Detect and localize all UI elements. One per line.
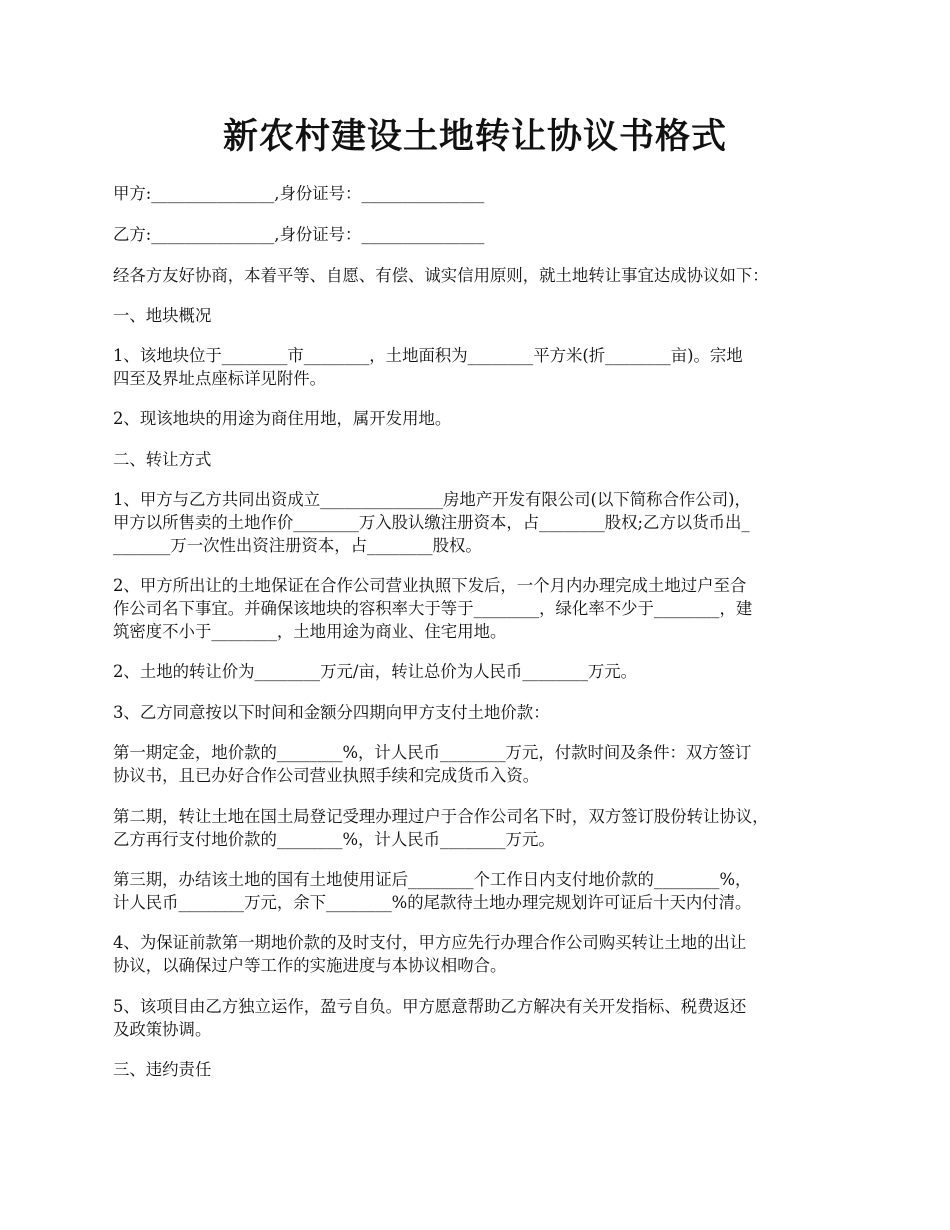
- text-line: 经各方友好协商，本着平等、自愿、有偿、诚实信用原则，就土地转让事宜达成协议如下：: [113, 266, 769, 285]
- text-line: 5、该项目由乙方独立运作，盈亏自负。甲方愿意帮助乙方解决有关开发指标、税费返还: [113, 997, 747, 1016]
- text-line: 3、乙方同意按以下时间和金额分四期向甲方支付土地价款：: [113, 703, 550, 722]
- text-line: 四至及界址点座标详见附件。: [113, 369, 327, 388]
- text-line: 2、现该地块的用途为商住用地，属开发用地。: [113, 409, 452, 428]
- section-heading-2: [113, 448, 858, 471]
- payment-phase-2: [113, 805, 858, 851]
- payment-phase-1: [113, 741, 858, 787]
- clause-paragraph: [113, 660, 858, 683]
- text-line: 二、转让方式: [113, 450, 212, 469]
- text-line: 协议书，且已办好合作公司营业执照手续和完成货币入资。: [113, 766, 540, 785]
- text-line: 筑密度不小于________，土地用途为商业、住宅用地。: [113, 622, 507, 641]
- document-title: 新农村建设土地转让协议书格式: [222, 116, 727, 157]
- section-heading-1: [113, 304, 858, 327]
- clause-paragraph: [113, 407, 858, 430]
- text-line: 2、土地的转让价为________万元/亩，转让总价为人民币________万元。: [113, 662, 638, 681]
- text-line: 乙方:_______________,身份证号：_______________: [113, 225, 485, 244]
- text-line: 计人民币________万元，余下________%的尾款待土地办理完规划许可证后十天内付清。: [113, 893, 752, 912]
- text-line: 一、地块概况: [113, 306, 212, 325]
- text-line: 2、甲方所出让的土地保证在合作公司营业执照下发后，一个月内办理完成土地过户至合: [113, 576, 747, 595]
- text-line: 作公司名下事宜。并确保该地块的容积率大于等于________，绿化率不少于________，建: [113, 599, 753, 618]
- text-line: 1、该地块位于________市________，土地面积为________平方米(折________亩)。宗地: [113, 346, 743, 365]
- text-line: 1、甲方与乙方共同出资成立_______________房地产开发有限公司(以下简称合作公司)，: [113, 490, 751, 509]
- party-b-line: [113, 223, 858, 246]
- text-line: 甲方:_______________,身份证号：_______________: [113, 184, 485, 203]
- text-line: 及政策协调。: [113, 1020, 212, 1039]
- text-line: _______万一次性出资注册资本，占________股权。: [113, 536, 482, 555]
- text-line: 第二期，转让土地在国土局登记受理办理过户于合作公司名下时，双方签订股份转让协议，: [113, 807, 769, 826]
- clause-paragraph: [113, 574, 858, 643]
- text-line: 乙方再行支付地价款的________%，计人民币________万元。: [113, 830, 555, 849]
- section-heading-3: [113, 1058, 858, 1081]
- clause-paragraph: [113, 995, 858, 1041]
- clause-paragraph: [113, 931, 858, 977]
- clause-paragraph: [113, 488, 858, 557]
- clause-paragraph: [113, 701, 858, 724]
- text-line: 甲方以所售卖的土地作价________万入股认缴注册资本，占________股权;乙方以货币出_: [113, 513, 750, 532]
- payment-phase-3: [113, 868, 858, 914]
- text-line: 协议，以确保过户等工作的实施进度与本协议相吻合。: [113, 956, 507, 975]
- text-line: 三、违约责任: [113, 1060, 212, 1079]
- preamble-paragraph: [113, 264, 858, 287]
- text-line: 第三期，办结该土地的国有土地使用证后________个工作日内支付地价款的________%，: [113, 870, 752, 889]
- text-line: 第一期定金，地价款的________%，计人民币________万元，付款时间及条件：双方签订: [113, 743, 752, 762]
- text-line: 4、为保证前款第一期地价款的及时支付，甲方应先行办理合作公司购买转让土地的出让: [113, 933, 747, 952]
- clause-paragraph: [113, 344, 858, 390]
- party-a-line: [113, 182, 858, 205]
